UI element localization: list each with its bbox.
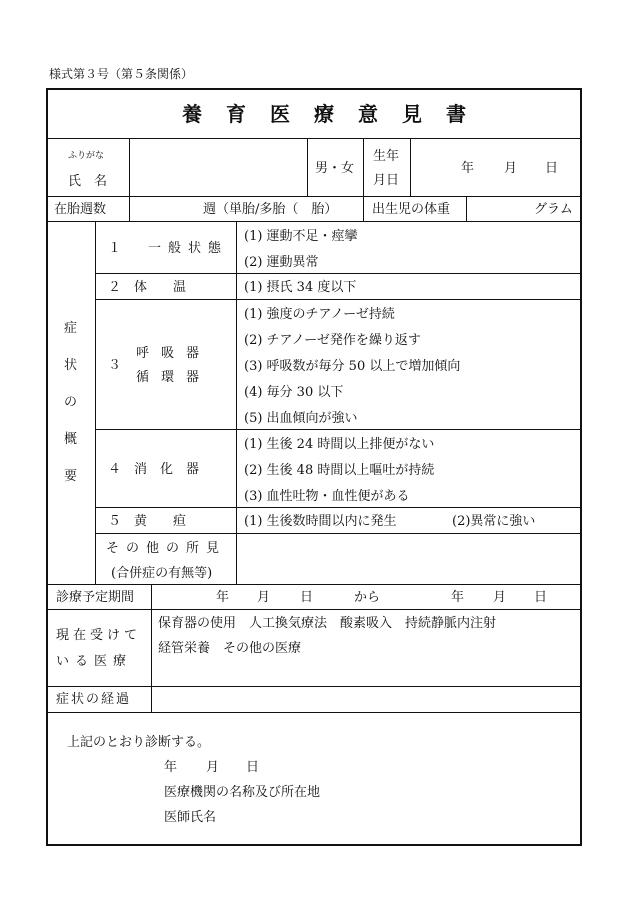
divider xyxy=(129,196,130,221)
symptom-item: (3) 呼吸数が毎分 50 以上で増加傾向 xyxy=(244,359,461,374)
divider xyxy=(48,584,580,585)
diagnosis-statement: 上記のとおり診断する。 xyxy=(67,735,211,750)
period-from-month: 月 xyxy=(257,590,271,605)
divider xyxy=(151,584,152,609)
current-treatment-label: 現在受けて xyxy=(56,628,142,643)
section-label-char: 要 xyxy=(64,469,78,484)
symptom-label-circulatory: 循環器 xyxy=(136,370,212,385)
symptom-item: (1) 強度のチアノーゼ持続 xyxy=(244,307,395,322)
weeks-label: 在胎週数 xyxy=(54,202,107,217)
divider xyxy=(48,138,580,139)
sign-year: 年 xyxy=(164,760,178,775)
furigana-label: ふりがな xyxy=(68,151,105,161)
form-caption: 様式第３号（第５条関係） xyxy=(49,67,194,81)
section-label-char: 症 xyxy=(64,321,78,336)
divider xyxy=(410,138,411,196)
current-treatment-label-2: いる医療 xyxy=(56,654,133,669)
divider xyxy=(95,429,580,430)
form-frame xyxy=(46,88,582,846)
name-label: 氏 名 xyxy=(68,174,108,189)
divider xyxy=(95,273,580,274)
birth-weight-unit: グラム xyxy=(534,202,573,217)
divider xyxy=(363,138,364,196)
divider xyxy=(95,221,96,584)
divider xyxy=(129,138,130,196)
symptom-item: (1) 運動不足・痙攣 xyxy=(244,229,358,244)
symptom-item: (4) 毎分 30 以下 xyxy=(244,385,344,400)
other-findings-label: その他の所見 xyxy=(106,541,227,556)
period-from-text: から xyxy=(354,590,381,605)
current-treatment-options: 保育器の使用 人工換気療法 酸素吸入 持続静脈内注射 xyxy=(158,616,497,631)
symptom-item: (2) 生後 48 時間以上嘔吐が持続 xyxy=(244,463,435,478)
symptom-label-digestive: ４ 消 化 器 xyxy=(108,462,200,477)
period-from-day: 日 xyxy=(300,590,314,605)
section-label-char: 状 xyxy=(64,358,78,373)
symptom-item: (1) 生後 24 時間以上排便がない xyxy=(244,437,435,452)
divider xyxy=(48,712,580,713)
dob-day: 日 xyxy=(545,161,559,176)
institution-label: 医療機関の名称及び所在地 xyxy=(164,785,321,800)
symptom-item: (2)異常に強い xyxy=(452,514,536,529)
progress-label: 症状の経過 xyxy=(56,692,132,707)
sign-month: 月 xyxy=(206,760,220,775)
divider xyxy=(48,221,580,222)
current-treatment-options-2: 経管栄養 その他の医療 xyxy=(158,641,302,656)
divider xyxy=(95,507,580,508)
symptom-label-num: ３ xyxy=(108,358,122,373)
divider xyxy=(363,196,364,221)
divider xyxy=(151,609,152,712)
divider xyxy=(95,533,580,534)
doctor-name-label: 医師氏名 xyxy=(164,810,217,825)
treatment-period-label: 診療予定期間 xyxy=(56,590,135,605)
dob-month: 月 xyxy=(504,161,518,176)
form-title: 養育医療意見書 xyxy=(182,102,490,126)
dob-label-line2: 月日 xyxy=(373,173,400,188)
divider xyxy=(95,299,580,300)
dob-label-line1: 生年 xyxy=(373,149,400,164)
weeks-value: 週（単胎/多胎（ 胎） xyxy=(203,202,338,217)
symptom-label-general: １ 一般状態 xyxy=(108,241,229,256)
period-to-month: 月 xyxy=(493,590,507,605)
divider xyxy=(48,196,580,197)
symptom-item: (2) チアノーゼ発作を繰り返す xyxy=(244,333,421,348)
symptom-label-respiratory: 呼吸器 xyxy=(136,346,212,361)
symptom-item: (3) 血性吐物・血性便がある xyxy=(244,489,410,504)
divider xyxy=(48,609,580,610)
symptom-item: (1) 生後数時間以内に発生 xyxy=(244,514,397,529)
period-from-year: 年 xyxy=(216,590,230,605)
period-to-day: 日 xyxy=(534,590,548,605)
birth-weight-label: 出生児の体重 xyxy=(372,202,451,217)
sign-day: 日 xyxy=(246,760,260,775)
symptom-item: (1) 摂氏 34 度以下 xyxy=(244,280,357,295)
divider xyxy=(236,221,237,584)
symptom-item: (2) 運動異常 xyxy=(244,255,319,270)
symptom-label-jaundice: ５ 黄 疸 xyxy=(108,514,187,529)
divider xyxy=(307,138,308,196)
divider xyxy=(48,686,580,687)
symptom-item: (5) 出血傾向が強い xyxy=(244,411,358,426)
period-to-year: 年 xyxy=(451,590,465,605)
sex-label: 男・女 xyxy=(315,161,355,176)
other-findings-sublabel: (合併症の有無等) xyxy=(111,566,213,581)
symptom-label-temperature: ２ 体 温 xyxy=(108,280,187,295)
section-label-char: 概 xyxy=(64,432,78,447)
dob-year: 年 xyxy=(461,161,475,176)
section-label-char: の xyxy=(64,395,78,410)
divider xyxy=(466,196,467,221)
